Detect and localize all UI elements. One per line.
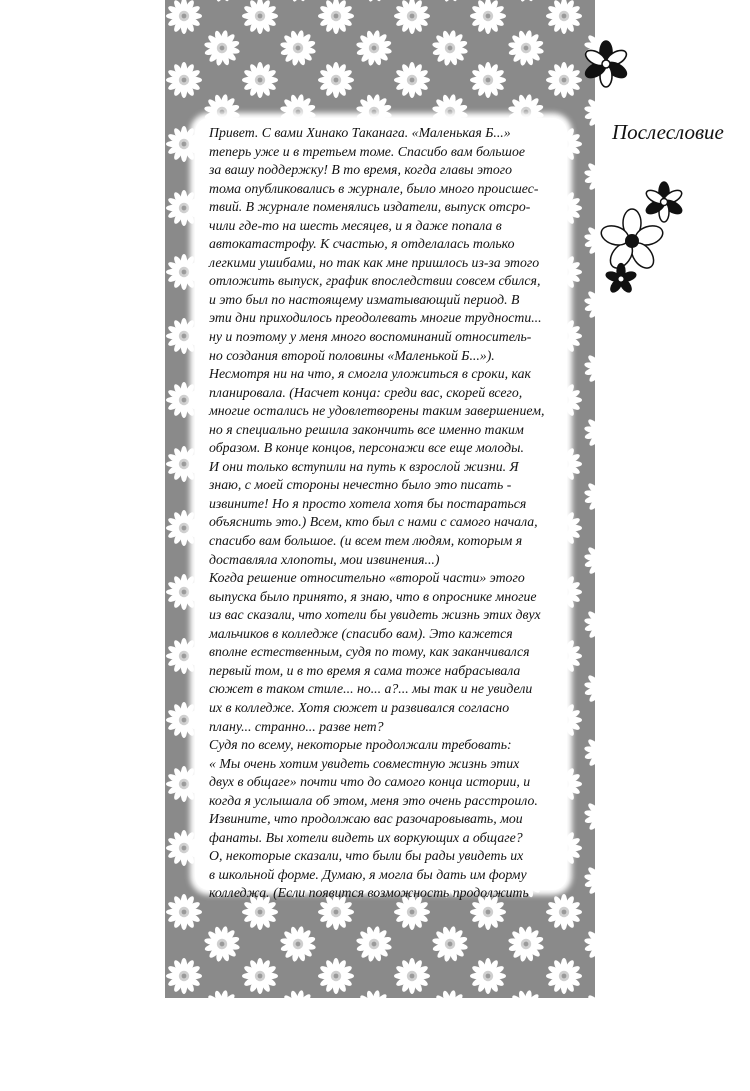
afterword-line: теперь уже и в третьем томе. Спасибо вам большое	[209, 143, 525, 159]
black-flower-icon	[578, 38, 634, 90]
black-flower-icon	[604, 262, 638, 296]
afterword-line: но я специально решила закончить все именно таким	[209, 421, 524, 437]
afterword-line: доставляла хлопоты, мои извинения...)	[209, 551, 440, 567]
afterword-line: чили где-то на шесть месяцев, и я даже попала в	[209, 217, 502, 233]
afterword-line: мальчиков в колледже (спасибо вам). Это кажется	[209, 625, 513, 641]
afterword-line: двух в общаге» почти что до самого конца истории, и	[209, 774, 531, 790]
afterword-line: из вас сказали, что хотели бы увидеть жизнь этих двух	[209, 607, 541, 623]
afterword-line: их в колледже. Хотя сюжет и развивался согласно	[209, 699, 510, 715]
afterword-line: ну и поэтому у меня много воспоминаний относитель-	[209, 329, 532, 345]
afterword-line: образом. В конце концов, персонажи все еще молоды.	[209, 440, 524, 456]
afterword-line: за вашу поддержку! В то время, когда главы этого	[209, 162, 513, 178]
afterword-line: и это был по настоящему изматывающий период. В	[209, 291, 520, 307]
afterword-line: Извините, что продолжаю вас разочаровывать, мои	[209, 811, 523, 827]
afterword-line: Несмотря ни на что, я смогла уложиться в сроки, как	[209, 366, 531, 382]
afterword-line: извините! Но я просто хотела хотя бы постараться	[209, 495, 527, 511]
afterword-line: знаю, с моей стороны нечестно было это писать -	[209, 477, 512, 493]
afterword-line: Когда решение относительно «второй части» этого	[209, 570, 525, 586]
afterword-line: Судя по всему, некоторые продолжали требовать:	[209, 737, 512, 753]
afterword-line: объяснить это.) Всем, кто был с нами с самого начала,	[209, 514, 538, 530]
afterword-line: многие остались не удовлетворены таким завершением,	[209, 403, 545, 419]
afterword-line: выпуска было принято, я знаю, что в опроснике многие	[209, 588, 537, 604]
afterword-title: Послесловие	[612, 120, 724, 144]
afterword-line: тома опубликовались в журнале, было много происшес-	[209, 180, 539, 196]
afterword-line: Привет. С вами Хинако Таканага. «Маленькая Б...»	[209, 125, 511, 140]
afterword-line: вполне естественным, судя по тому, как заканчивался	[209, 644, 530, 660]
afterword-line: фанаты. Вы хотели видеть их воркующих а общаге?	[209, 829, 523, 845]
afterword-line: но создания второй половины «Маленькой Б...»).	[209, 347, 495, 363]
afterword-line: И они только вступили на путь к взрослой жизни. Я	[209, 458, 519, 474]
afterword-line: « Мы очень хотим увидеть совместную жизнь этих	[209, 755, 520, 771]
afterword-line: автокатастрофу. К счастью, я отделалась только	[209, 236, 515, 252]
afterword-line: первый том, и в то время я сама тоже набрасывала	[209, 662, 521, 678]
afterword-line: планировала. (Насчет конца: среди вас, скорей всего,	[209, 384, 523, 400]
afterword-line: О, некоторые сказали, что были бы рады увидеть их	[209, 848, 524, 864]
afterword-line: твий. В журнале поменялись издатели, выпуск отсро-	[209, 199, 531, 215]
afterword-line: легкими ушибами, но так как мне пришлось из-за этого	[209, 254, 540, 270]
afterword-line: колледжа. (Если появится возможность продолжить	[209, 885, 529, 901]
afterword-line: отложить выпуск, график впоследствии совсем сбился,	[209, 273, 541, 289]
afterword-line: плану... странно... разве нет?	[209, 718, 384, 734]
afterword-body-text	[209, 124, 567, 903]
afterword-line: когда я услышала об этом, меня это очень расстроило.	[209, 792, 538, 808]
afterword-line: сюжет в таком стиле... но... а?... мы так и не увидели	[209, 681, 533, 697]
afterword-line: эти дни приходилось преодолевать многие трудности...	[209, 310, 542, 326]
afterword-line: в школьной форме. Думаю, я могла бы дать им форму	[209, 866, 527, 882]
afterword-line: спасибо вам большое. (и всем тем людям, которым я	[209, 533, 523, 549]
